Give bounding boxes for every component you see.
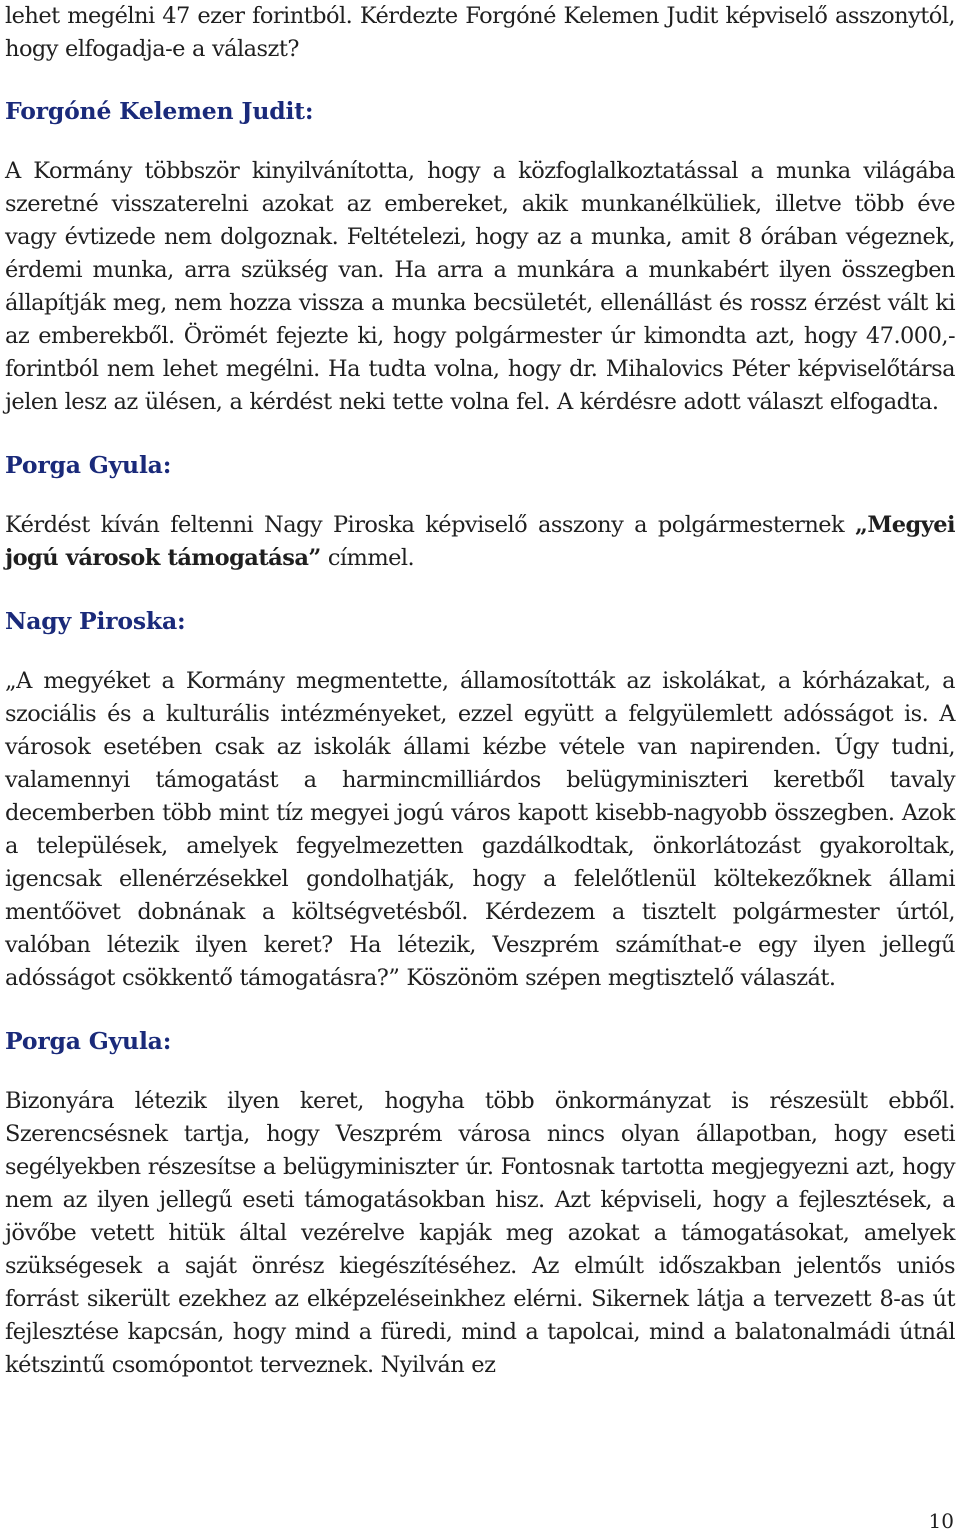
paragraph-3-tail: címmel. xyxy=(320,545,415,571)
question-title: „Megyei jogú városok támogatása” xyxy=(5,512,955,571)
paragraph-4: „A megyéket a Kormány megmentette, államosították az iskolákat, a kórházakat, a szociális és a kulturális intézményeket, ezzel együtt a felgyülemlett adósságot is. A városok esetében csak az iskolák állami kézbe vétele van napirenden. Úgy tudni, valamennyi támogatást a harmincmilliárdos belügyminiszteri keretből tavaly decemberben több mint tíz megyei jogú város kapott kisebb-nagyobb összegben. Azok a települések, amelyek fegyelmezetten gazdálkodtak, önkorlátozást gyakoroltak, igencsak ellenérzésekkel gondolhatják, hogy a felelőtlenül költekezőknek állami mentőövet dobnának a költségvetésből. Kérdezem a tisztelt polgármester úrtól, valóban létezik ilyen keret? Ha létezik, Veszprém számíthat-e egy ilyen jellegű adósságot csökkentő támogatásra?” Köszönöm szépen megtisztelő válaszát. xyxy=(5,668,955,991)
speaker-heading-nagy: Nagy Piroska: xyxy=(5,607,186,635)
page-number: 10 xyxy=(928,1509,954,1533)
speaker-heading-forgone: Forgóné Kelemen Judit: xyxy=(5,97,314,125)
speaker-heading-porga-1: Porga Gyula: xyxy=(5,451,172,479)
paragraph-3 xyxy=(5,509,955,575)
paragraph-3-text: Kérdést kíván feltenni Nagy Piroska képviselő asszony a polgármesternek xyxy=(5,512,856,538)
paragraph-2: A Kormány többször kinyilvánította, hogy a közfoglalkoztatással a munka világába szeretné visszaterelni azokat az embereket, akik munkanélküliek, illetve több éve vagy évtizede nem dolgoznak. Feltételezi, hogy az a munka, amit 8 órában végeznek, érdemi munka, arra szükség van. Ha arra a munkára a munkabért ilyen összegben állapítják meg, nem hozza vissza a munka becsületét, ellenállást és rossz érzést vált ki az emberekből. Örömét fejezte ki, hogy polgármester úr kimondta azt, hogy 47.000,- forintból nem lehet megélni. Ha tudta volna, hogy dr. Mihalovics Péter képviselőtársa jelen lesz az ülésen, a kérdést neki tette volna fel. A kérdésre adott választ elfogadta. xyxy=(5,158,955,415)
paragraph-5: Bizonyára létezik ilyen keret, hogyha több önkormányzat is részesült ebből. Szerencsésnek tartja, hogy Veszprém városa nincs olyan állapotban, hogy eseti segélyekben részesítse a belügyminiszter úr. Fontosnak tartotta megjegyezni azt, hogy nem az ilyen jellegű eseti támogatásokban hisz. Azt képviseli, hogy a fejlesztések, a jövőbe vetett hitük által vezérelve kapják meg azokat a támogatásokat, amelyek szükségesek a saját önrész kiegészítéséhez. Az elmúlt időszakban jelentős uniós forrást sikerült ezekhez az elképzeléseinkhez elérni. Sikernek látja a tervezett 8-as út fejlesztése kapcsán, hogy mind a füredi, mind a tapolcai, mind a balatonalmádi útnál kétszintű csomópontot terveznek. Nyilván ez xyxy=(5,1088,955,1378)
paragraph-1: lehet megélni 47 ezer forintból. Kérdezte Forgóné Kelemen Judit képviselő asszonytól, hogy elfogadja-e a választ? xyxy=(5,3,955,62)
speaker-heading-porga-2: Porga Gyula: xyxy=(5,1027,172,1055)
